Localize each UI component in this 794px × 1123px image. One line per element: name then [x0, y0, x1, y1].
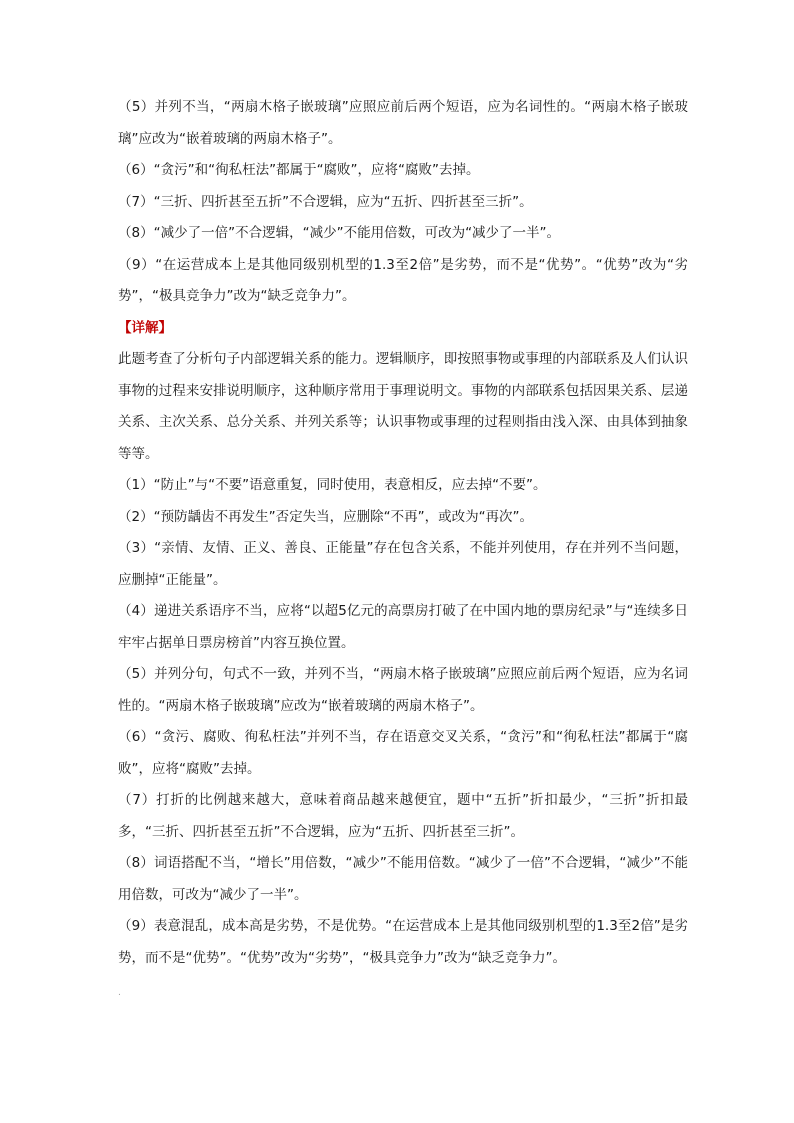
detail-item-5: （5）并列分句，句式不一致，并列不当，“两扇木格子嵌玻璃”应照应前后两个短语，应为名词性的。“两扇木格子嵌玻璃”应改为“嵌着玻璃的两扇木格子”。 — [118, 666, 688, 714]
detail-item-1: （1）“防止”与“不要”语意重复，同时使用，表意相反，应去掉“不要”。 — [118, 477, 547, 493]
detail-item-7: （7）打折的比例越来越大，意味着商品越来越便宜，题中“五折”折扣最少，“三折”折扣最多，“三折、四折甚至五折”不合逻辑，应为“五折、四折甚至三折”。 — [118, 792, 688, 840]
section-heading-detail: 【详解】 — [118, 319, 172, 336]
detail-intro: 此题考查了分析句子内部逻辑关系的能力。逻辑顺序，即按照事物或事理的内部联系及人们认识事物的过程来安排说明顺序，这种顺序常用于事理说明文。事物的内部联系包括因果关系、层递关系、主次关系、总分关系、并列关系等；认识事物或事理的过程则指由浅入深、由具体到抽象等等。 — [118, 351, 688, 462]
detail-item-2: （2）“预防龋齿不再发生”否定失当，应删除“不再”，或改为“再次”。 — [118, 508, 534, 525]
answer-item-6: （6）“贪污”和“徇私枉法”都属于“腐败”，应将“腐败”去掉。 — [118, 162, 480, 178]
detail-item-6: （6）“贪污、腐败、徇私枉法”并列不当，存在语意交叉关系，“贪污”和“徇私枉法”都属于“腐败”，应将“腐败”去掉。 — [118, 729, 688, 777]
answer-item-5: （5）并列不当，“两扇木格子嵌玻璃”应照应前后两个短语，应为名词性的。“两扇木格子嵌玻璃”应改为“嵌着玻璃的两扇木格子”。 — [118, 99, 688, 147]
answer-item-9: （9）“在运营成本上是其他同级别机型的1.3至2倍”是劣势，而不是“优势”。“优势”改为“劣势”，“极具竞争力”改为“缺乏竞争力”。 — [118, 256, 688, 304]
detail-item-3: （3）“亲情、友情、正义、善良、正能量”存在包含关系，不能并列使用，存在并列不当问题，应删掉“正能量”。 — [118, 540, 688, 588]
answer-item-7: （7）“三折、四折甚至五折”不合逻辑，应为“五折、四折甚至三折”。 — [118, 193, 533, 210]
document-body — [118, 92, 688, 974]
answer-item-8: （8）“减少了一倍”不合逻辑，“减少”不能用倍数，可改为“减少了一半”。 — [118, 225, 561, 241]
detail-item-8: （8）词语搭配不当，“增长”用倍数，“减少”不能用倍数。“减少了一倍”不合逻辑，“减少”不能用倍数，可改为“减少了一半”。 — [118, 855, 688, 903]
detail-item-9: （9）表意混乱，成本高是劣势，不是优势。“在运营成本上是其他同级别机型的1.3至2倍”是劣势，而不是“优势”。“优势”改为“劣势”，“极具竞争力”改为“缺乏竞争力”。 — [118, 918, 688, 966]
detail-item-4: （4）递进关系语序不当，应将“以超5亿元的高票房打破了在中国内地的票房纪录”与“连续多日牢牢占据单日票房榜首”内容互换位置。 — [118, 603, 688, 651]
paragraph-mark: . — [118, 988, 121, 998]
